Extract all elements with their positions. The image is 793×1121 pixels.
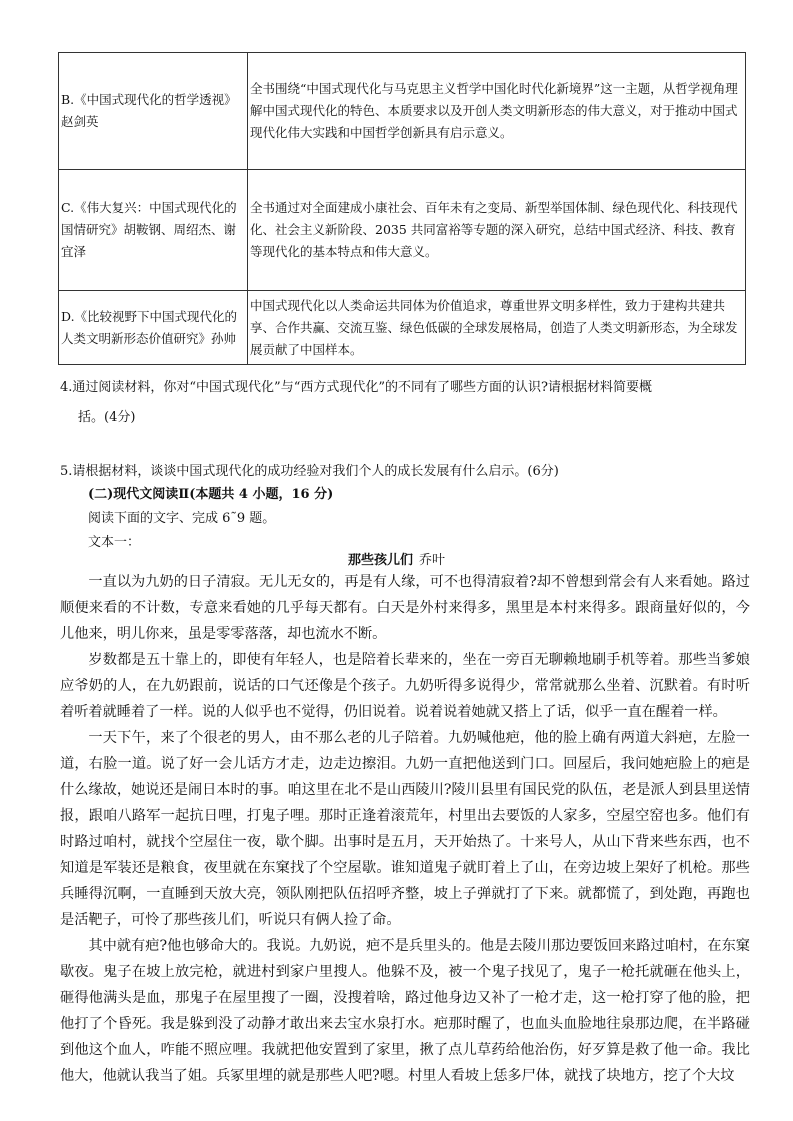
table-row (59, 170, 746, 291)
book-title-cell: B.《中国式现代化的哲学透视》赵剑英 (59, 53, 248, 170)
section-instruction: 阅读下面的文字、完成 6˜9 题。 (88, 511, 276, 526)
book-summary-cell: 全书围绕“中国式现代化与马克思主义哲学中国化时代化新境界”这一主题，从哲学视角理解中国式现代化的特色、本质要求以及开创人类文明新形态的伟大意义，对于推动中国式现代化伟大实践和中国哲学创新具有启示意义。 (248, 53, 746, 170)
question-5: 5.请根据材料，谈谈中国式现代化的成功经验对我们个人的成长发展有什么启示。(6分) (60, 464, 559, 479)
article-paragraph: 一天下午，来了个很老的男人，由不那么老的儿子陪着。九奶喊他疤，他的脸上确有两道大斜疤，左脸一道，右脸一道。说了好一会儿话方才走，边走边擦泪。九奶一直把他送到门口。回屋后，我问她疤脸上的疤是什么缘故，她说还是闹日本时的事。咱这里在北不是山西陵川?陵川县里有国民党的队伍，老是派人到县里送情报，跟咱八路军一起抗日哩，打鬼子哩。那时正逢着滚荒年，村里出去要饭的人家多，空屋空窑也多。他们有时路过咱村，就找个空屋住一夜，歇个脚。出事时是五月，天开始热了。十来号人，从山下背来些东西，也不知道是军装还是粮食，夜里就在东窠找了个空屋歇。谁知道鬼子就盯着上了山，在旁边坡上架好了机枪。那些兵睡得沉啊，一直睡到天放大亮，领队刚把队伍招呼齐整，坡上子弹就打了下来。就都慌了，到处跑，再跑也是活靶子，可怜了那些孩儿们，听说只有俩人捡了命。 (60, 730, 750, 928)
table-row (59, 53, 746, 170)
table-row (59, 291, 746, 365)
article-title: 那些孩儿们 (347, 553, 413, 568)
article-paragraph: 其中就有疤?他也够命大的。我说。九奶说，疤不是兵里头的。他是去陵川那边要饭回来路过咱村，在东窠歇夜。鬼子在坡上放完枪，就进村到家户里搜人。他躲不及，被一个鬼子找见了，鬼子一枪托就砸在他头上，砸得他满头是血，那鬼子在屋里搜了一圈，没搜着啥，路过他身边又补了一枪才走，这一枪打穿了他的脸，把他打了个昏死。我是躲到没了动静才敢出来去宝水泉打水。疤那时醒了，也血头血脸地往泉那边爬，在半路碰到他这个血人，咋能不照应哩。我就把他安置到了家里，揪了点儿草药给他治伤，好歹算是救了他一命。我比他大，他就认我当了姐。兵冢里埋的就是那些人吧?嗯。村里人看坡上恁多尸体，就找了块地方，挖了个大坟 (60, 938, 750, 1084)
text-label: 文本一： (88, 535, 141, 550)
book-title-cell: D.《比较视野下中国式现代化的人类文明新形态价值研究》孙帅 (59, 291, 248, 365)
question-4-continued: 括。(4分) (78, 410, 136, 425)
article-paragraph: 岁数都是五十靠上的，即使有年轻人，也是陪着长辈来的，坐在一旁百无聊赖地刷手机等着。那些当爹娘应爷奶的人，在九奶跟前，说话的口气还像是个孩子。九奶听得多说得少，常常就那么坐着、沉默着。有时听着听着就睡着了一样。说的人似乎也不觉得，仍旧说着。说着说着她就又搭上了话，似乎一直在醒着一样。 (60, 652, 750, 720)
question-4: 4.通过阅读材料，你对“中国式现代化”与“西方式现代化”的不同有了哪些方面的认识?请根据材料简要概 (60, 380, 652, 395)
book-summary-cell: 全书通过对全面建成小康社会、百年未有之变局、新型举国体制、绿色现代化、科技现代化、社会主义新阶段、2035 共同富裕等专题的深入研究，总结中国式经济、科技、教育等现代化的基本特点和伟大意义。 (248, 170, 746, 291)
book-table (58, 52, 746, 365)
article-body (60, 569, 750, 1089)
article-paragraph: 一直以为九奶的日子清寂。无儿无女的，再是有人缘，可不也得清寂着?却不曾想到常会有人来看她。路过顺便来看的不计数，专意来看她的几乎每天都有。白天是外村来得多，黑里是本村来得多。跟商量好似的，今儿他来，明儿你来，虽是零零落落，却也流水不断。 (60, 574, 750, 642)
section-heading: (二)现代文阅读Ⅱ(本题共 4 小题，16 分) (88, 487, 334, 502)
article-title-line (0, 549, 793, 568)
book-summary-cell: 中国式现代化以人类命运共同体为价值追求，尊重世界文明多样性，致力于建构共建共享、合作共赢、交流互鉴、绿色低碳的全球发展格局，创造了人类文明新形态，为全球发展贡献了中国样本。 (248, 291, 746, 365)
article-author: 乔叶 (419, 553, 446, 568)
book-title-cell: C.《伟大复兴：中国式现代化的国情研究》胡鞍钢、周绍杰、谢宜泽 (59, 170, 248, 291)
